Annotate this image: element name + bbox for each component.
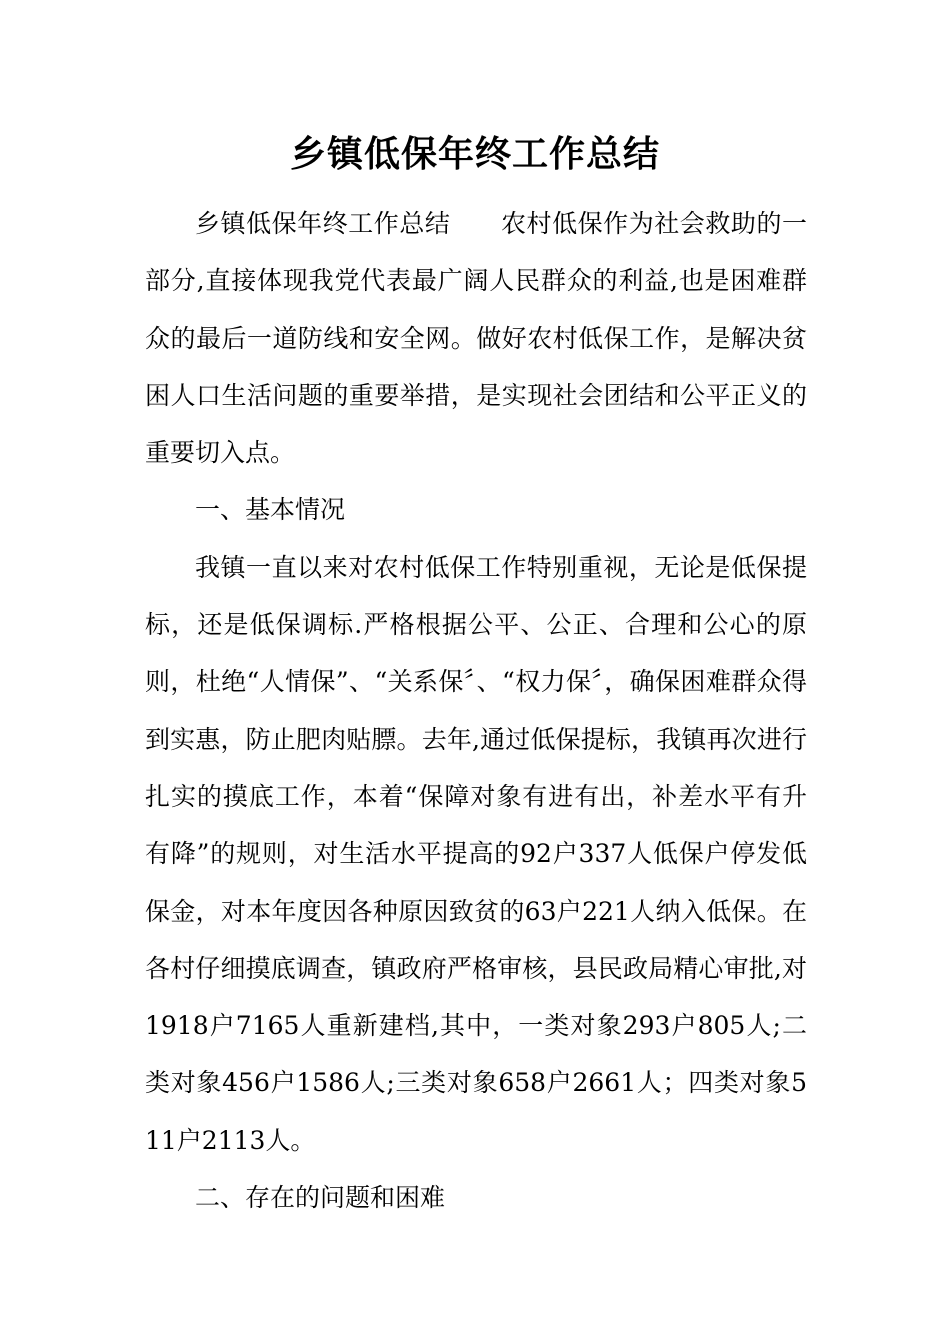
section-paragraph-basic: 我镇一直以来对农村低保工作特别重视，无论是低保提标，还是低保调标.严格根据公平、公正、合理和公心的原则，杜绝“人情保”、“关系保〞、“权力保〞，确保困难群众得到实惠，防止肥肉贴膘。去年,通过低保提标，我镇再次进行扎实的摸底工作，本着“保障对象有进有出，补差水平有升有降”的规则，对生活水平提高的92户337人低保户停发低保金，对本年度因各种原因致贫的63户221人纳入低保。在各村仔细摸底调查，镇政府严格审核，县民政局精心审批,对1918户7165人重新建档,其中，一类对象293户805人;二类对象456户1586人;三类对象658户2661人；四类对象511户2113人。 [145,552,807,1155]
intro-text: 农村低保作为社会救助的一部分,直接体现我党代表最广阔人民群众的利益,也是困难群众的最后一道防线和安全网。做好农村低保工作，是解决贫困人口生活问题的重要举措，是实现社会团结和公平正义的重要切入点。 [145,209,807,468]
document-body [145,195,807,1226]
intro-paragraph [145,195,807,481]
document-title: 乡镇低保年终工作总结 [289,133,660,175]
section-heading-problems: 二、存在的问题和困难 [195,1183,446,1213]
intro-lead: 乡镇低保年终工作总结 [195,209,451,238]
section-heading-basic: 一、基本情况 [195,495,346,525]
